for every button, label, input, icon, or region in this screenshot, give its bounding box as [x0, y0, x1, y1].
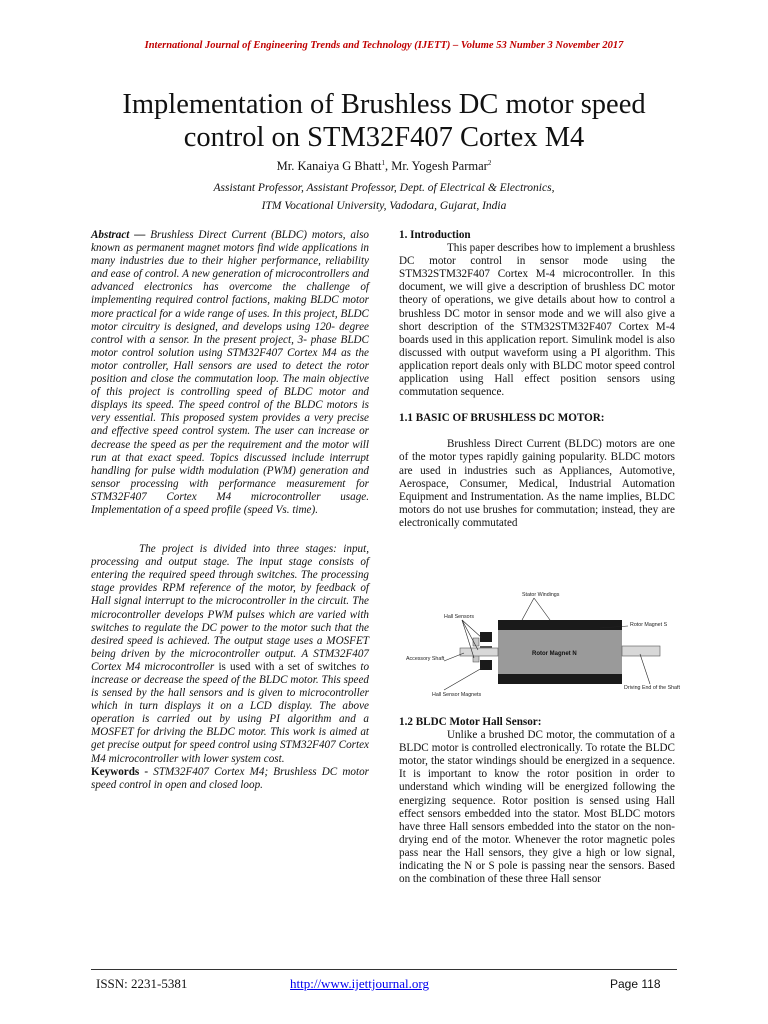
label-driving-end: Driving End of the Shaft	[624, 685, 680, 691]
paper-title	[70, 88, 698, 154]
abstract-paragraph-2	[91, 543, 369, 766]
keywords	[91, 766, 369, 792]
label-rotor-magnet-s: Rotor Magnet S	[630, 622, 668, 628]
label-accessory-shaft: Accessory Shaft	[406, 656, 445, 662]
abstract-p2-text: increase or decrease the speed of the BLDC motor. This speed is sensed by the hall sensors and is given to microcontroller which in turn displays it on a LCD display. The above operation is carried out by using PI algorithm and a MOSFET for driving the BLDC motor. This work is aimed at get precise output for speed control using STM32F407 Cortex M4 microcontroller with lower system cost.	[91, 674, 369, 765]
title-line-1: Implementation of Brushless DC motor speed	[122, 89, 646, 120]
stator-winding-bottom	[498, 674, 622, 684]
abstract-p2-text: with a set of switches	[250, 660, 361, 673]
journal-header: International Journal of Engineering Trends and Technology (IJETT) – Volume 53 Number 3 November 2017	[144, 40, 624, 51]
leader-line	[534, 598, 550, 620]
spacer	[91, 530, 369, 543]
right-column	[399, 229, 675, 530]
footer-page-number: Page 118	[610, 977, 661, 991]
author-1: Mr. Kanaiya G Bhatt	[276, 159, 382, 174]
leader-line	[640, 654, 650, 684]
abstract-dash: —	[129, 229, 151, 241]
right-column-lower	[399, 716, 675, 886]
footer-issn: ISSN: 2231-5381	[96, 976, 188, 991]
accessory-shaft	[460, 648, 498, 656]
stator-winding-top	[498, 620, 622, 630]
keywords-text: STM32F407 Cortex M4; Brushless DC motor speed control in open and closed loop.	[91, 765, 369, 791]
keywords-label: Keywords -	[91, 765, 154, 778]
author-separator: ,	[385, 159, 392, 174]
leader-line	[522, 598, 534, 620]
author-1-affil-mark: 1	[381, 159, 386, 167]
hall-sensor-magnet	[480, 660, 492, 670]
section-heading-hall-sensor: 1.2 BLDC Motor Hall Sensor:	[399, 716, 542, 728]
author-2: Mr. Yogesh Parmar	[391, 159, 488, 174]
spacer	[399, 399, 675, 412]
footer-divider	[91, 969, 677, 970]
leader-line	[444, 668, 482, 690]
authors	[0, 159, 768, 174]
abstract-p2-text: to	[360, 660, 370, 673]
abstract	[91, 229, 369, 517]
abstract-p2-text: is used	[218, 660, 251, 673]
bldc-motor-diagram	[400, 588, 686, 710]
introduction-text: This paper describes how to implement a brushless DC motor control in sensor mode using the STM32STM32F407 Cortex M-4 microcontroller. In this document, we will give a description of brushless DC motor theory of operations, we give details about how to control a brushless DC motor in sensor mode and we will also give a short description of the STM32STM32F407 Cortex M-4 boards used in this application report. Simulink model is also discussed with output waveform using a PI algorithm. This application report deals only with BLDC motor speed control application using Hall effect position sensors using commutation sequence.	[399, 242, 675, 399]
label-hall-sensors: Hall Sensors	[444, 614, 475, 620]
affiliation-line-1: Assistant Professor, Assistant Professor, Dept. of Electrical & Electronics,	[213, 182, 555, 194]
label-stator-windings: Stator Windings	[522, 592, 560, 598]
spacer	[399, 425, 675, 438]
section-heading-basic-bldc: 1.1 BASIC OF BRUSHLESS DC MOTOR:	[399, 412, 605, 425]
footer-url-link[interactable]: http://www.ijettjournal.org	[290, 976, 430, 991]
left-column	[91, 229, 369, 792]
abstract-text: Brushless Direct Current (BLDC) motors, also known as permanent magnet motors find wide applications in many industries due to their higher performance, reliability and ease of control. A new generation of microcontrollers and advanced electronics has overcome the challenge of implementing required control factions, making BLDC motor more practical for a wide range of uses. In this project, BLDC motor circuitry is designed, and develops using 120- degree control with a sensor. In the present project, 3- phase BLDC motor control solution using STM32F407 Cortex M4 as the motor controller, Hall sensors are used to detect the rotor position and close the commutation loop. The main objective of this project is controlling speed of BLDC motor and displays its speed. The speed control of the BLDC motors is very essential. This proposed system provides a very precise and effective speed control system. The user can increase or decrease the speed as per the requirement and the motor will run at that exact speed. Topics discussed include interrupt handling for pulse width modulation (PWM) generation and sensor processing with performance measurement for STM32F407 Cortex M4 microcontroller usage. Implementation of a speed profile (speed Vs. time).	[91, 229, 369, 516]
title-line-2: control on STM32F407 Cortex M4	[183, 122, 585, 153]
hall-sensor-magnet	[480, 632, 492, 642]
abstract-label: Abstract	[91, 229, 130, 241]
label-hall-sensor-magnets: Hall Sensor Magnets	[432, 692, 482, 698]
bldc-motor-svg	[400, 588, 686, 710]
abstract-p2-text: The project is divided into three stages: input, processing and output stage. The input stage consists of entering the required speed through switches. The processing stage provides RPM reference of the motor, by feedback of Hall signal interrupt to the microcontroller in the circuit. The microcontroller develops PWM pulses which are varied with switches to regulate the DC power to the motor such that the desired speed is achieved. The output stage uses a MOSFET being driven by the microcontroller output. A STM32F407 Cortex M4 microcontroller	[91, 543, 369, 673]
leader-line	[444, 653, 464, 661]
basic-bldc-text: Brushless Direct Current (BLDC) motors are one of the motor types rapidly gaining popularity. BLDC motors are used in industries such as Appliances, Automotive, Aerospace, Consumer, Medical, Industrial Automation Equipment and Instrumentation. As the name implies, BLDC motors do not use brushes for commutation; instead, they are electronically commutated	[399, 438, 675, 529]
label-rotor-magnet-n: Rotor Magnet N	[532, 651, 577, 657]
affiliation-line-2: ITM Vocational University, Vadodara, Gujarat, India	[261, 200, 507, 212]
driving-shaft	[622, 646, 660, 656]
section-heading-introduction: 1. Introduction	[399, 229, 471, 241]
hall-sensor-text: Unlike a brushed DC motor, the commutation of a BLDC motor is controlled electronically. To rotate the BLDC motor, the stator windings should be energized in a sequence. It is important to know the rotor position in order to understand which winding will be energized following the energizing sequence. Rotor position is sensed using Hall effect sensors embedded into the stator. Most BLDC motors have three Hall sensors embedded into the stator on the non-drying end of the motor. Whenever the rotor magnetic poles pass near the Hall sensors, they give a high or low signal, indicating the N or S pole is passing near the sensors. Based on the combination of these three Hall sensor	[399, 729, 675, 886]
author-2-affil-mark: 2	[487, 159, 492, 167]
spacer	[91, 517, 369, 530]
